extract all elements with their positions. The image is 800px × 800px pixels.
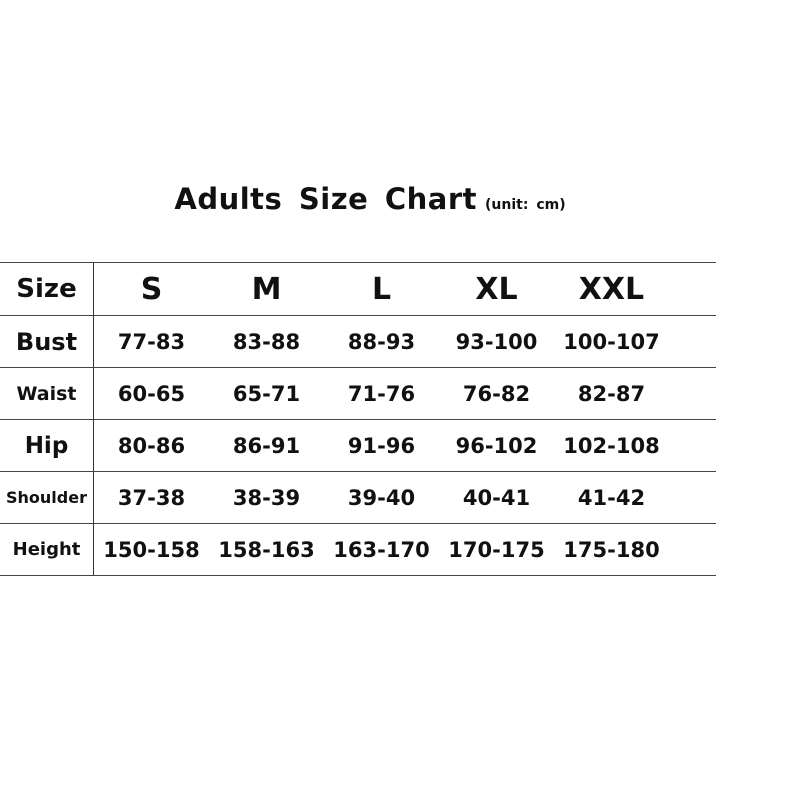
row-label-waist: Waist — [0, 368, 94, 419]
table-row-hip — [0, 420, 716, 472]
table-row-shoulder — [0, 472, 716, 524]
table-cell: 100-107 — [563, 329, 660, 354]
table-cell: 175-180 — [563, 537, 660, 562]
header-size-m: M — [251, 271, 282, 307]
table-cell: 96-102 — [455, 433, 538, 458]
table-row-bust — [0, 316, 716, 368]
size-table — [0, 262, 716, 576]
header-label-size: Size — [0, 263, 94, 315]
table-header-row — [0, 263, 716, 316]
table-cell: 76-82 — [462, 381, 531, 406]
table-cell: 158-163 — [218, 537, 315, 562]
chart-title-main: Adults Size Chart — [174, 182, 478, 216]
table-cell: 86-91 — [232, 433, 301, 458]
row-label-shoulder: Shoulder — [0, 472, 94, 523]
table-cell: 93-100 — [455, 329, 538, 354]
table-cell: 39-40 — [347, 485, 416, 510]
table-cell: 77-83 — [117, 329, 186, 354]
table-cell: 65-71 — [232, 381, 301, 406]
header-size-s: S — [140, 271, 163, 307]
table-cell: 71-76 — [347, 381, 416, 406]
table-row-waist — [0, 368, 716, 420]
table-cell: 60-65 — [117, 381, 186, 406]
table-cell: 37-38 — [117, 485, 186, 510]
table-cell: 102-108 — [563, 433, 660, 458]
header-size-xxl: XXL — [578, 271, 645, 307]
row-label-hip: Hip — [0, 420, 94, 471]
table-cell: 170-175 — [448, 537, 545, 562]
table-cell: 163-170 — [333, 537, 430, 562]
table-cell: 91-96 — [347, 433, 416, 458]
row-label-height: Height — [0, 524, 94, 575]
table-cell: 88-93 — [347, 329, 416, 354]
table-cell: 82-87 — [577, 381, 646, 406]
table-cell: 80-86 — [117, 433, 186, 458]
header-size-l: L — [371, 271, 392, 307]
table-cell: 83-88 — [232, 329, 301, 354]
chart-title-unit: (unit: cm) — [485, 197, 566, 213]
table-cell: 41-42 — [577, 485, 646, 510]
table-cell: 38-39 — [232, 485, 301, 510]
table-cell: 150-158 — [103, 537, 200, 562]
table-cell: 40-41 — [462, 485, 531, 510]
header-size-xl: XL — [475, 271, 518, 307]
chart-title — [0, 182, 740, 216]
row-label-bust: Bust — [0, 316, 94, 367]
table-row-height — [0, 524, 716, 576]
